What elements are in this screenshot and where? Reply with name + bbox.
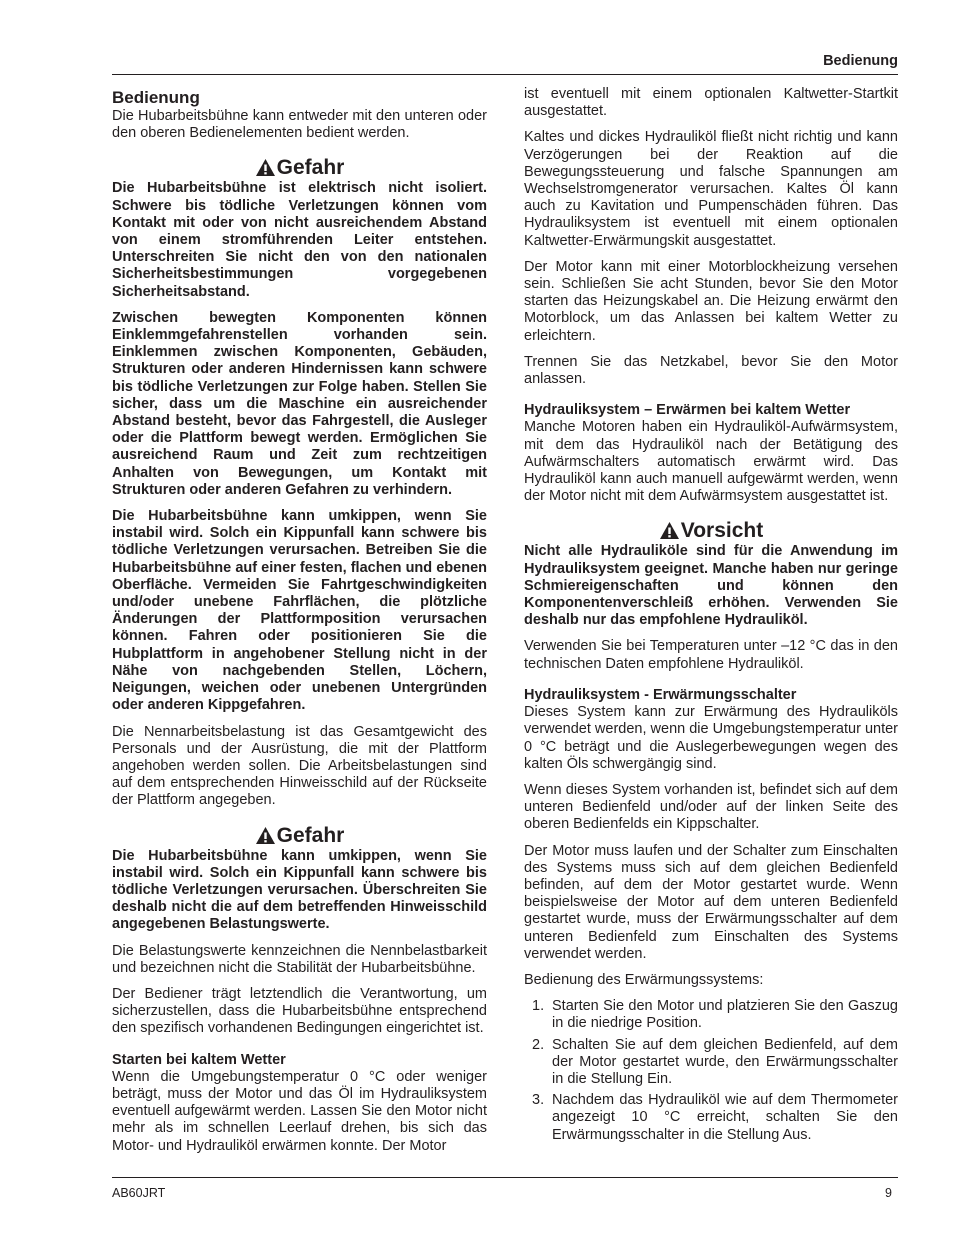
right-column (524, 86, 898, 1148)
warning-triangle-icon (255, 158, 276, 177)
step-number: 3. (532, 1092, 545, 1109)
body-paragraph: Der Motor kann mit einer Motorblockheizung versehen sein. Schließen Sie acht Stunden, bevor Sie den Motor starten das Heizungskabel an. Die Heizung erwärmt den Motorblock, um das Anlassen bei kaltem Wetter zu erleichtern. (524, 258, 898, 344)
subheading-cold-start: Starten bei kaltem Wetter (112, 1051, 286, 1068)
body-paragraph: Bedienung des Erwärmungssystems: (524, 971, 764, 988)
step-number: 2. (532, 1036, 545, 1053)
body-paragraph: Der Bediener trägt letztendlich die Verantwortung, um sicherzustellen, dass die Hubarbeitsbühne entsprechend den spezifisch vorhandenen Bedingungen eingerichtet ist. (112, 985, 487, 1037)
danger-paragraph: Die Hubarbeitsbühne kann umkippen, wenn Sie instabil wird. Solch ein Kippunfall kann schwere bis tödliche Verletzungen verursachen. Betreiben Sie die Hubarbeitsbühne auf einer festen, flachen und ebenen Oberfläche. Vermeiden Sie Fahrtgeschwindigkeiten und/oder unebene Fahrflächen, die plötzliche Änderungen der Plattformposition verursachen können. Fahren oder positionieren Sie die Hubplattform in angehobener Stellung nicht in der Nähe von nachgebenden Stellen, Löchern, Neigungen, weichen oder unebenen Untergründen oder anderen Kippgefahren. (112, 508, 487, 714)
body-paragraph: Wenn dieses System vorhanden ist, befindet sich auf dem unteren Bedienfeld und/oder auf der linken Seite des oberen Bedienfelds ein Kippschalter. (524, 781, 898, 833)
left-column (112, 86, 487, 1164)
subheading-hydraulic-warmup: Hydrauliksystem – Erwärmen bei kaltem Wetter (524, 402, 851, 419)
step-text: Schalten Sie auf dem gleichen Bedienfeld, auf dem der Motor gestartet wurde, den Erwärmungsschalter in die Stellung Ein. (552, 1036, 898, 1087)
body-paragraph: Manche Motoren haben ein Hydrauliköl-Aufwärmsystem, mit dem das Hydrauliköl nach der Betätigung des Aufwärmschalters automatisch erwärmt wird. Das Hydrauliköl kann auch manuell aufgewärmt werden, wenn der Motor nicht mit dem Aufwärmsystem ausgestattet ist. (524, 419, 898, 505)
running-header: Bedienung (823, 53, 898, 69)
steps-list (524, 998, 898, 1144)
danger-paragraph: Die Hubarbeitsbühne ist elektrisch nicht isoliert. Schwere bis tödliche Verletzungen können vom Kontakt mit oder von nicht ausreichendem Abstand von einem stromführenden Leiter entstehen. Unterschreiten Sie nicht den von den nationalen Sicherheitsbestimmungen vorgegebenen Sicherheitsabstand. (112, 180, 487, 300)
step-text: Nachdem das Hydrauliköl wie auf dem Thermometer angezeigt 10 °C erreicht, schalten Sie den Erwärmungsschalter in die Stellung Aus. (552, 1092, 898, 1143)
danger-title-text: Gefahr (276, 156, 345, 180)
body-paragraph: Die Nennarbeitsbelastung ist das Gesamtgewicht des Personals und der Ausrüstung, die mit der Plattform angehoben werden sollen. Die Arbeitsbelastungen sind auf dem entsprechenden Hinweisschild auf der Rückseite der Plattform angegeben. (112, 723, 487, 809)
section-heading: Bedienung (112, 88, 200, 107)
warning-triangle-icon (255, 826, 276, 845)
body-paragraph: Der Motor muss laufen und der Schalter zum Einschalten des Systems muss sich auf dem gleichen Bedienfeld befinden, auf dem der Motor gestartet wurde. Wenn beispielsweise der Motor auf dem unteren Bedienfeld gestartet wurde, muss der Erwärmungsschalter auf dem unteren Bedienfeld zum Einschalten des Systems verwendet werden. (524, 842, 898, 962)
danger-title-1 (112, 156, 487, 180)
step-text: Starten Sie den Motor und platzieren Sie den Gaszug in die niedrige Position. (552, 998, 898, 1032)
page-number: 9 (885, 1186, 892, 1200)
intro-paragraph: Die Hubarbeitsbühne kann entweder mit den unteren oder den oberen Bedienelementen bedient werden. (112, 108, 487, 142)
danger-paragraph: Zwischen bewegten Komponenten können Einklemmgefahrenstellen vorhanden sein. Einklemmen zwischen Komponenten, Gebäuden, Strukturen oder anderen Hindernissen kann schwere bis tödliche Verletzungen zur Folge haben. Stellen Sie sicher, dass um die Maschine ein ausreichender Abstand besteht, bevor das Fahrgestell, die Ausleger oder die Plattform bewegt werden. Ermöglichen Sie ausreichend Raum und Zeit zum rechtzeitigen Anhalten von Bewegungen, um Kontakt mit Strukturen oder anderen Gefahren zu verhindern. (112, 309, 487, 498)
danger-paragraph: Die Hubarbeitsbühne kann umkippen, wenn Sie instabil wird. Solch ein Kippunfall kann schwere bis tödliche Verletzungen verursachen. Überschreiten Sie deshalb nicht die auf dem betreffenden Hinweisschild angegebenen Belastungswerte. (112, 847, 487, 933)
danger-title-2 (112, 824, 487, 848)
caution-paragraph: Nicht alle Hydrauliköle sind für die Anwendung im Hydrauliksystem geeignet. Manche haben nur geringe Schmiereigenschaften und können den Komponentenverschleiß erhöhen. Verwenden Sie deshalb nur das empfohlene Hydrauliköl. (524, 543, 898, 629)
list-item (524, 1037, 898, 1089)
list-item (524, 1092, 898, 1144)
body-paragraph: Wenn die Umgebungstemperatur 0 °C oder weniger beträgt, muss der Motor und das Öl im Hydrauliksystem eventuell aufgewärmt werden. Lassen Sie den Motor nicht mehr als im schnellen Leerlauf drehen, bis sich das Motor- und Hydrauliköl erwärmen konnte. Der Motor (112, 1068, 487, 1154)
body-paragraph: Die Belastungswerte kennzeichnen die Nennbelastbarkeit und bezeichnen nicht die Stabilität der Hubarbeitsbühne. (112, 942, 487, 976)
body-paragraph: Verwenden Sie bei Temperaturen unter –12 °C das in den technischen Daten empfohlene Hydrauliköl. (524, 638, 898, 672)
footer-model: AB60JRT (112, 1186, 166, 1200)
caution-title-text: Vorsicht (680, 519, 764, 543)
body-paragraph: Kaltes und dickes Hydrauliköl fließt nicht richtig und kann Verzögerungen bei der Reaktion auf die Bewegungssteuerung und falsche Spannungen am Wechselstromgenerator verursachen. Kaltes Öl kann auch zu Kavitation und Pumpenschäden führen. Das Hydrauliksystem ist eventuell mit einem optionalen Kaltwetter-Erwärmungskit ausgestattet. (524, 129, 898, 249)
caution-title (524, 519, 898, 543)
body-paragraph: Trennen Sie das Netzkabel, bevor Sie den Motor anlassen. (524, 353, 898, 388)
warning-triangle-icon (659, 521, 680, 540)
step-number: 1. (532, 998, 545, 1015)
list-item (524, 998, 898, 1032)
body-paragraph: ist eventuell mit einem optionalen Kaltwetter-Startkit ausgestattet. (524, 86, 898, 120)
body-paragraph: Dieses System kann zur Erwärmung des Hydrauliköls verwendet werden, wenn die Umgebungstemperatur unter 0 °C beträgt und die Auslegerbewegungen wegen des kalten Öls schwergängig sind. (524, 704, 898, 772)
header-rule (112, 74, 898, 75)
footer-rule (112, 1177, 898, 1178)
subheading-heating-switch: Hydrauliksystem - Erwärmungsschalter (524, 686, 797, 703)
danger-title-text: Gefahr (276, 823, 345, 847)
